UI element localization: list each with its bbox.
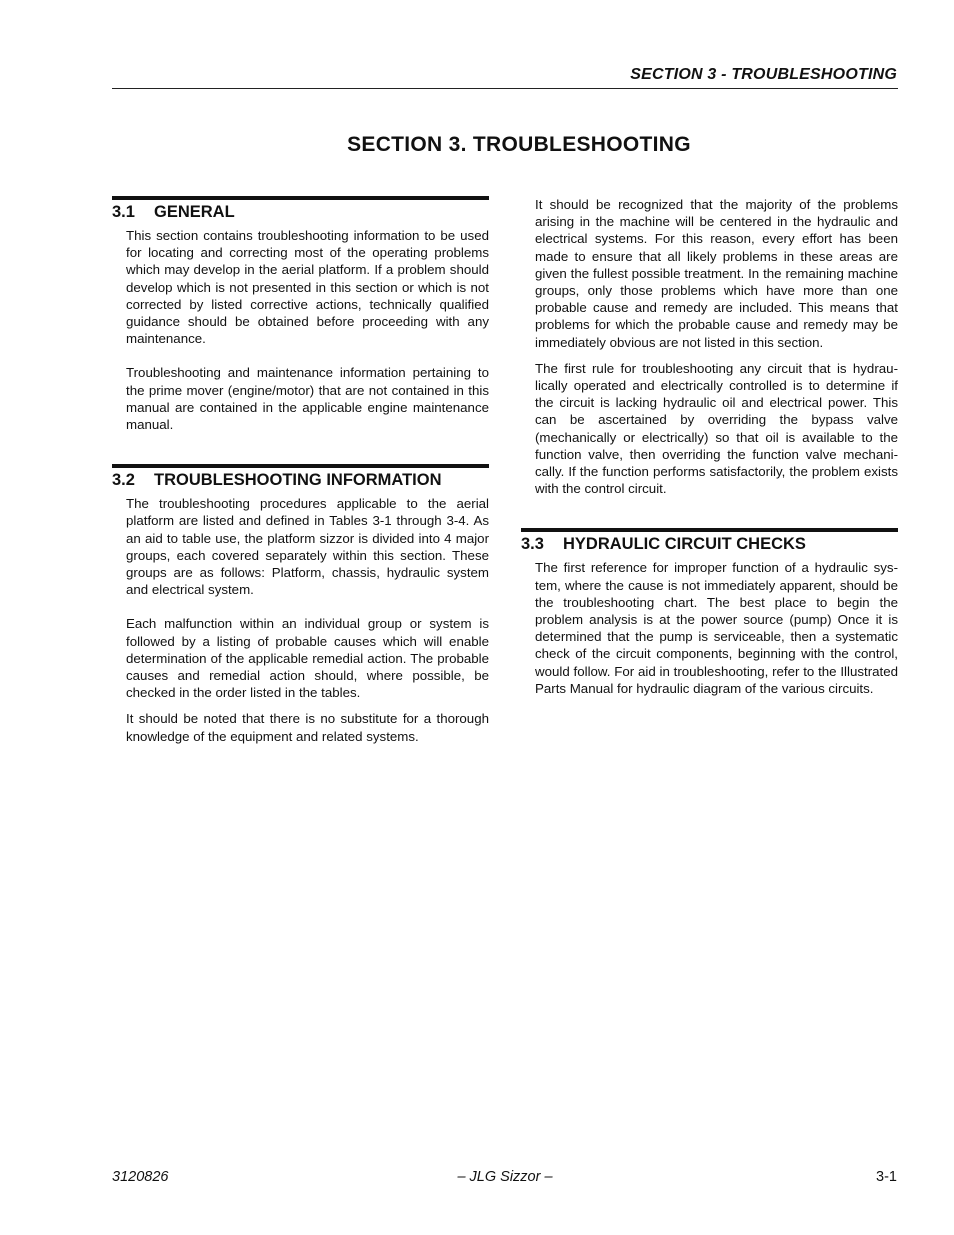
section-title: GENERAL	[154, 203, 235, 221]
paragraph: The troubleshooting procedures applicable to the aerial platform are listed and defined in Tables 3-1 through 3-4. As an aid to table use, the platform sizzor is divided into 4 major groups, each covered separately within this section. These groups are as follows: Platform, chassis, hydraulic system and electrical system.	[126, 496, 489, 598]
paragraph: It should be recognized that the majority of the problems arising in the machine will be centered in the hydraulic and electrical systems. For this reason, every effort has been made to ensure that all likely problems in these areas are given the fullest possible treatment. In the remaining machine groups, only those problems which have more than one probable cause and remedy are included. This means that problems for which the probable cause and remedy may be immediately obvious are not listed in this section.	[535, 197, 898, 350]
section-title: TROUBLESHOOTING INFORMATION	[154, 471, 442, 490]
right-column	[521, 196, 898, 697]
paragraph: Troubleshooting and maintenance information pertaining to the prime mover (engine/motor) that are not contained in this manual are contained in the applicable engine maintenance manual.	[126, 365, 489, 433]
section-number: 3.1	[112, 203, 135, 221]
doc-number: 3120826	[112, 1169, 169, 1185]
section-heading-3-1	[112, 196, 489, 222]
paragraph: This section contains troubleshooting information to be used for locating and correcting most of the operating problems which may develop in the aerial platform. If a problem should develop which is not presented in this section or which is not corrected by listed corrective actions, technically qualified guidance should be obtained before proceeding with any maintenance.	[126, 228, 489, 347]
paragraph: It should be noted that there is no substitute for a thorough knowledge of the equipment and related systems.	[126, 711, 489, 744]
section-title: HYDRAULIC CIRCUIT CHECKS	[563, 535, 806, 554]
page-title: SECTION 3. TROUBLESHOOTING	[347, 133, 691, 156]
paragraph: The first reference for improper function of a hydraulic system, where the cause is not immediately apparent, should be the troubleshooting chart. The best place to begin the problem analysis is at the power source (pump) Once it is determined that the pump is serviceable, then a systematic check of the circuit components, beginning with the control, would follow. For aid in troubleshooting, refer to the Illustrated Parts Manual for hydraulic diagram of the various circuits.	[535, 560, 898, 696]
paragraph: Each malfunction within an individual group or system is followed by a listing of probable causes which will enable determination of the applicable remedial action. The probable causes and remedial action should, where possible, be checked in the order listed in the tables.	[126, 616, 489, 701]
running-head: SECTION 3 - TROUBLESHOOTING	[630, 66, 897, 83]
section-number: 3.3	[521, 535, 544, 554]
section-heading-3-3	[521, 528, 898, 554]
header-rule	[112, 88, 898, 89]
section-number: 3.2	[112, 471, 135, 490]
page-number: 3-1	[876, 1169, 897, 1185]
left-column	[112, 196, 489, 745]
paragraph: The first rule for troubleshooting any circuit that is hydraulically operated and electrically controlled is to determine if the circuit is lacking hydraulic oil and electrical power. This can be ascertained by overriding the bypass valve (mechanically or electrically) so that oil is available to the function valve, then overriding the function valve mechanically. If the function performs satisfactorily, the problem exists with the control circuit.	[535, 360, 898, 497]
section-heading-3-2	[112, 464, 489, 490]
footer-title: – JLG Sizzor –	[457, 1169, 553, 1185]
